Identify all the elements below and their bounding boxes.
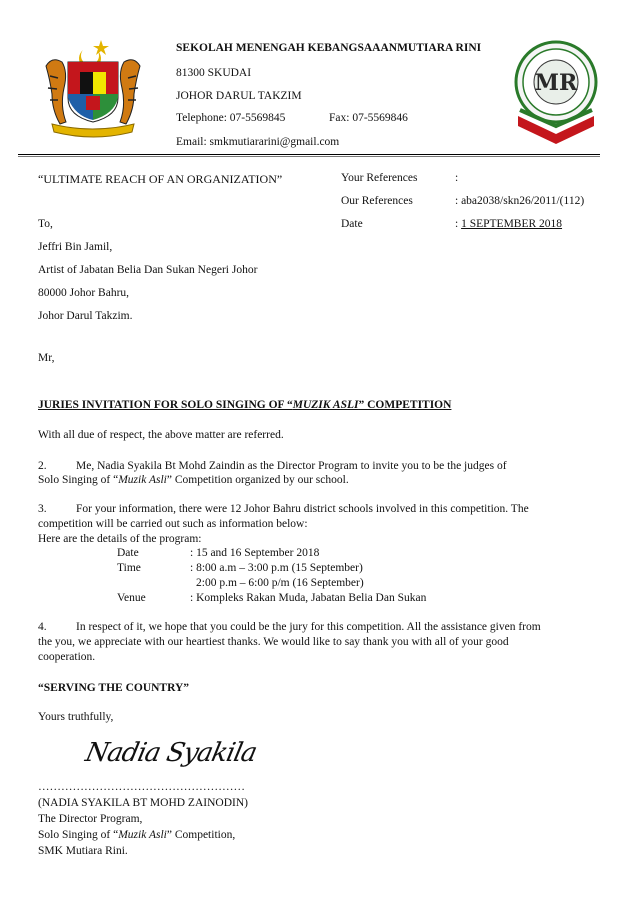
school-logo-initials: MR bbox=[534, 70, 578, 96]
subject-italic: MUZIK ASLI bbox=[292, 399, 359, 411]
signer-competition-a: Solo Singing of “ bbox=[38, 829, 119, 841]
handwritten-signature: Nadia Syakila bbox=[82, 738, 260, 768]
header-divider bbox=[18, 154, 600, 155]
school-email: Email: smkmutiararini@gmail.com bbox=[176, 136, 340, 148]
paragraph-4-line-2: the you, we appreciate with our heartiest thanks. We would like to say thank you with all of your good bbox=[38, 636, 509, 648]
paragraph-3-line-1: For your information, there were 12 Johor Bahru district schools involved in this competition. The bbox=[76, 503, 529, 515]
paragraph-2-line-2-a: Solo Singing of “ bbox=[38, 474, 119, 486]
paragraph-2-number: 2. bbox=[38, 460, 47, 472]
date-text: 1 SEPTEMBER 2018 bbox=[461, 218, 563, 230]
subject-line bbox=[38, 399, 451, 411]
signer-title: The Director Program, bbox=[38, 813, 143, 825]
recipient-to: To, bbox=[38, 218, 53, 230]
detail-venue-label: Venue bbox=[117, 592, 146, 604]
paragraph-2-line-1: Me, Nadia Syakila Bt Mohd Zaindin as the Director Program to invite you to be the judges of bbox=[76, 460, 507, 472]
top-motto: “ULTIMATE REACH OF AN ORGANIZATION” bbox=[38, 172, 283, 186]
signature-dotted-line: ……………………………………………… bbox=[38, 781, 245, 793]
your-references-label: Your References bbox=[341, 172, 418, 184]
detail-venue-value: : Kompleks Rakan Muda, Jabatan Belia Dan Sukan bbox=[190, 592, 427, 604]
date-label: Date bbox=[341, 218, 363, 230]
signer-school: SMK Mutiara Rini. bbox=[38, 845, 128, 857]
paragraph-3-line-2: competition will be carried out such as information below: bbox=[38, 518, 308, 530]
sign-off: Yours truthfully, bbox=[38, 711, 114, 723]
school-telephone: Telephone: 07-5569845 bbox=[176, 112, 286, 124]
detail-time-value-2: 2:00 p.m – 6:00 p/m (16 September) bbox=[196, 577, 364, 589]
header-divider-thin bbox=[18, 156, 600, 157]
paragraph-4-line-3: cooperation. bbox=[38, 651, 96, 663]
closing-motto: “SERVING THE COUNTRY” bbox=[38, 682, 190, 694]
school-postcode-city: 81300 SKUDAI bbox=[176, 67, 252, 79]
signer-competition-b: ” Competition, bbox=[166, 829, 236, 841]
signer-name: (NADIA SYAKILA BT MOHD ZAINODIN) bbox=[38, 797, 248, 809]
subject-suffix: ” COMPETITION bbox=[358, 399, 452, 411]
paragraph-4-line-1: In respect of it, we hope that you could be the jury for this competition. All the assistance given from bbox=[76, 621, 541, 633]
date-prefix: : bbox=[455, 218, 462, 230]
recipient-org: Artist of Jabatan Belia Dan Sukan Negeri Johor bbox=[38, 264, 258, 276]
our-references-value: : aba2038/skn26/2011/(112) bbox=[455, 195, 585, 207]
detail-date-value: : 15 and 16 September 2018 bbox=[190, 547, 320, 559]
our-references-label: Our References bbox=[341, 195, 413, 207]
recipient-city: 80000 Johor Bahru, bbox=[38, 287, 130, 299]
signer-competition bbox=[38, 829, 235, 841]
school-logo bbox=[510, 38, 602, 146]
national-crest-logo bbox=[38, 36, 148, 140]
detail-time-label: Time bbox=[117, 562, 141, 574]
recipient-state: Johor Darul Takzim. bbox=[38, 310, 133, 322]
recipient-name: Jeffri Bin Jamil, bbox=[38, 241, 113, 253]
subject-prefix: JURIES INVITATION FOR SOLO SINGING OF “ bbox=[38, 399, 293, 411]
paragraph-3-line-3: Here are the details of the program: bbox=[38, 533, 202, 545]
your-references-value: : bbox=[455, 172, 459, 184]
salutation: Mr, bbox=[38, 352, 55, 364]
school-name: SEKOLAH MENENGAH KEBANGSAAANMUTIARA RINI bbox=[176, 42, 482, 54]
paragraph-1: With all due of respect, the above matter are referred. bbox=[38, 429, 284, 441]
signer-competition-italic: Muzik Asli bbox=[118, 829, 167, 841]
school-state: JOHOR DARUL TAKZIM bbox=[176, 90, 302, 102]
detail-date-label: Date bbox=[117, 547, 139, 559]
paragraph-2-line-2 bbox=[38, 474, 349, 486]
paragraph-2-line-2-italic: Muzik Asli bbox=[118, 474, 167, 486]
paragraph-3-number: 3. bbox=[38, 503, 47, 515]
paragraph-2-line-2-b: ” Competition organized by our school. bbox=[166, 474, 349, 486]
date-value bbox=[455, 218, 562, 230]
school-fax: Fax: 07-5569846 bbox=[329, 112, 408, 124]
paragraph-4-number: 4. bbox=[38, 621, 47, 633]
detail-time-value-1: : 8:00 a.m – 3:00 p.m (15 September) bbox=[190, 562, 363, 574]
